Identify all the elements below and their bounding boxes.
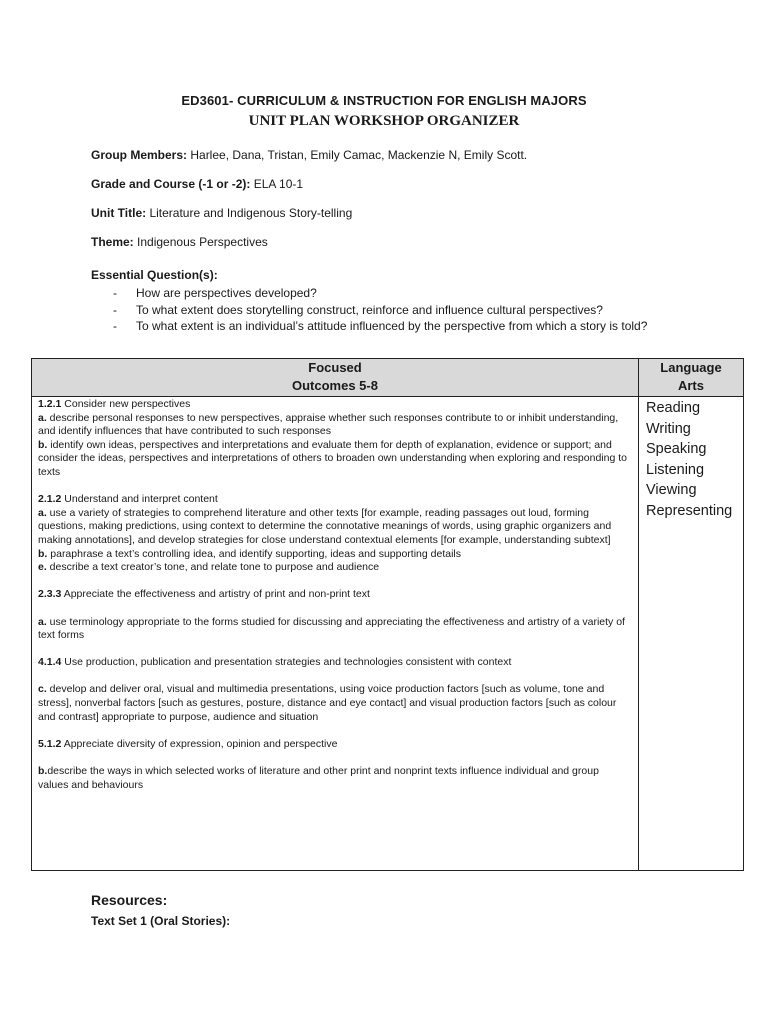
outcome-key: e. xyxy=(38,561,47,574)
essential-questions-label: Essential Question(s): xyxy=(91,268,218,282)
grade-course-label: Grade and Course (-1 or -2): xyxy=(91,177,251,191)
outcome-text: paraphrase a text’s controlling idea, and identify supporting, ideas and supporting details xyxy=(47,547,462,560)
outcome-key: b. xyxy=(38,547,48,560)
outcome-code: 1.2.1 xyxy=(38,398,62,410)
theme-value: Indigenous Perspectives xyxy=(133,235,268,249)
outcome-text: use a variety of strategies to comprehend literature and other texts [for example, reading passages out loud, forming questions, making predictions, using context to determine the connotative meanings of words, using graphic organizers and making annotations], and develop strategies for close understand contextual elements [for example, understanding subtext] xyxy=(38,506,612,546)
outcome-text: use terminology appropriate to the forms studied for discussing and appreciating the effectiveness and artistry of a variety of text forms xyxy=(38,615,625,642)
language-art-item: Representing xyxy=(646,502,733,519)
outcome-key: b. xyxy=(38,438,48,451)
outcome-key: a. xyxy=(38,615,47,628)
focused-outcomes-cell xyxy=(32,397,639,871)
header-line: Outcomes 5-8 xyxy=(292,378,378,393)
resources-heading: Resources: xyxy=(91,892,168,908)
outcome-heading xyxy=(38,493,632,507)
essential-questions-heading xyxy=(91,268,218,282)
outcome-code: 5.1.2 xyxy=(38,737,62,750)
focused-outcomes-header xyxy=(32,359,639,397)
group-members-field xyxy=(91,148,527,162)
essential-question-text: To what extent does storytelling construct, reinforce and influence cultural perspectives? xyxy=(136,302,603,317)
outcome-item xyxy=(38,561,632,575)
document-title: UNIT PLAN WORKSHOP ORGANIZER xyxy=(248,113,520,129)
grade-course-field xyxy=(91,177,303,191)
language-art-item: Listening xyxy=(646,461,705,478)
outcome-heading xyxy=(38,398,632,412)
header-line: Arts xyxy=(677,378,704,393)
outcomes-table xyxy=(31,358,744,871)
theme-label: Theme: xyxy=(91,235,134,249)
outcome-item xyxy=(38,616,632,643)
outcome-item xyxy=(38,507,632,548)
language-art-item: Reading xyxy=(646,400,701,416)
outcome-heading xyxy=(38,588,632,602)
outcome-text: develop and deliver oral, visual and multimedia presentations, using voice production factors [such as volume, tone and stress], nonverbal factors [such as gestures, posture, distance and eye contact] and visual production factors [such as colour and contrast] appropriate to purpose, audience and situation xyxy=(38,683,617,723)
outcome-item xyxy=(38,439,632,480)
outcome-code: 4.1.4 xyxy=(38,656,62,669)
outcome-text: describe the ways in which selected works of literature and other print and nonprint texts influence individual and group values and behaviours xyxy=(38,765,599,791)
header-line: Focused xyxy=(308,360,362,375)
outcome-code: 2.1.2 xyxy=(38,493,62,506)
language-arts-header xyxy=(639,359,744,397)
outcome-item xyxy=(38,683,632,724)
language-arts-cell xyxy=(639,397,744,871)
course-title: ED3601- CURRICULUM & INSTRUCTION FOR ENGLISH MAJORS xyxy=(181,93,587,108)
language-art-item: Speaking xyxy=(646,441,707,457)
outcome-text: Appreciate the effectiveness and artistry of print and non-print text xyxy=(61,588,370,601)
outcome-item xyxy=(38,412,632,439)
outcome-text: Appreciate diversity of expression, opinion and perspective xyxy=(61,737,338,750)
outcome-key: c. xyxy=(38,683,47,696)
outcome-heading xyxy=(38,738,632,752)
outcome-item xyxy=(38,548,632,562)
outcome-heading xyxy=(38,656,632,670)
group-members-value: Harlee, Dana, Tristan, Emily Camac, Mackenzie N, Emily Scott. xyxy=(187,148,528,162)
essential-questions-list xyxy=(113,286,647,336)
essential-question-text: To what extent is an individual’s attitude influenced by the perspective from which a story is told? xyxy=(136,319,648,333)
text-set-1-heading: Text Set 1 (Oral Stories): xyxy=(91,914,231,928)
outcome-key: a. xyxy=(38,411,47,424)
outcome-text: Understand and interpret content xyxy=(61,493,218,506)
list-item: - To what extent is an individual’s attitude influenced by the perspective from which a story is told? xyxy=(113,319,647,336)
language-art-item: Writing xyxy=(646,420,691,437)
outcome-code: 2.3.3 xyxy=(38,588,62,601)
language-art-item: Viewing xyxy=(646,482,697,498)
list-item: - To what extent does storytelling construct, reinforce and influence cultural perspectives? xyxy=(113,303,647,320)
outcome-text: describe a text creator’s tone, and relate tone to purpose and audience xyxy=(46,561,380,574)
unit-title-value: Literature and Indigenous Story-telling xyxy=(146,206,353,220)
theme-field xyxy=(91,235,268,249)
list-item: - How are perspectives developed? xyxy=(113,286,647,303)
table-row xyxy=(32,397,744,871)
outcome-key: b. xyxy=(38,765,48,778)
outcome-text: describe personal responses to new perspectives, appraise whether such responses contribute to or inhibit understanding, and identify influences that have contributed to such responses xyxy=(38,411,619,438)
outcome-text: Use production, publication and presentation strategies and technologies consistent with context xyxy=(61,656,512,669)
group-members-label: Group Members: xyxy=(91,148,188,162)
outcome-text: Consider new perspectives xyxy=(61,398,191,410)
outcome-key: a. xyxy=(38,506,47,519)
essential-question-text: How are perspectives developed? xyxy=(136,286,317,300)
outcome-text: identify own ideas, perspectives and interpretations and evaluate them for depth of explanation, evidence or support; and consider the ideas, perspectives and interpretations of others to broaden own understanding when exploring and responding to texts xyxy=(38,438,627,478)
unit-title-label: Unit Title: xyxy=(91,206,147,220)
unit-title-field xyxy=(91,206,352,220)
table-header-row xyxy=(32,359,744,397)
outcome-item xyxy=(38,765,632,792)
header-line: Language xyxy=(660,360,722,375)
grade-course-value: ELA 10-1 xyxy=(250,177,304,191)
